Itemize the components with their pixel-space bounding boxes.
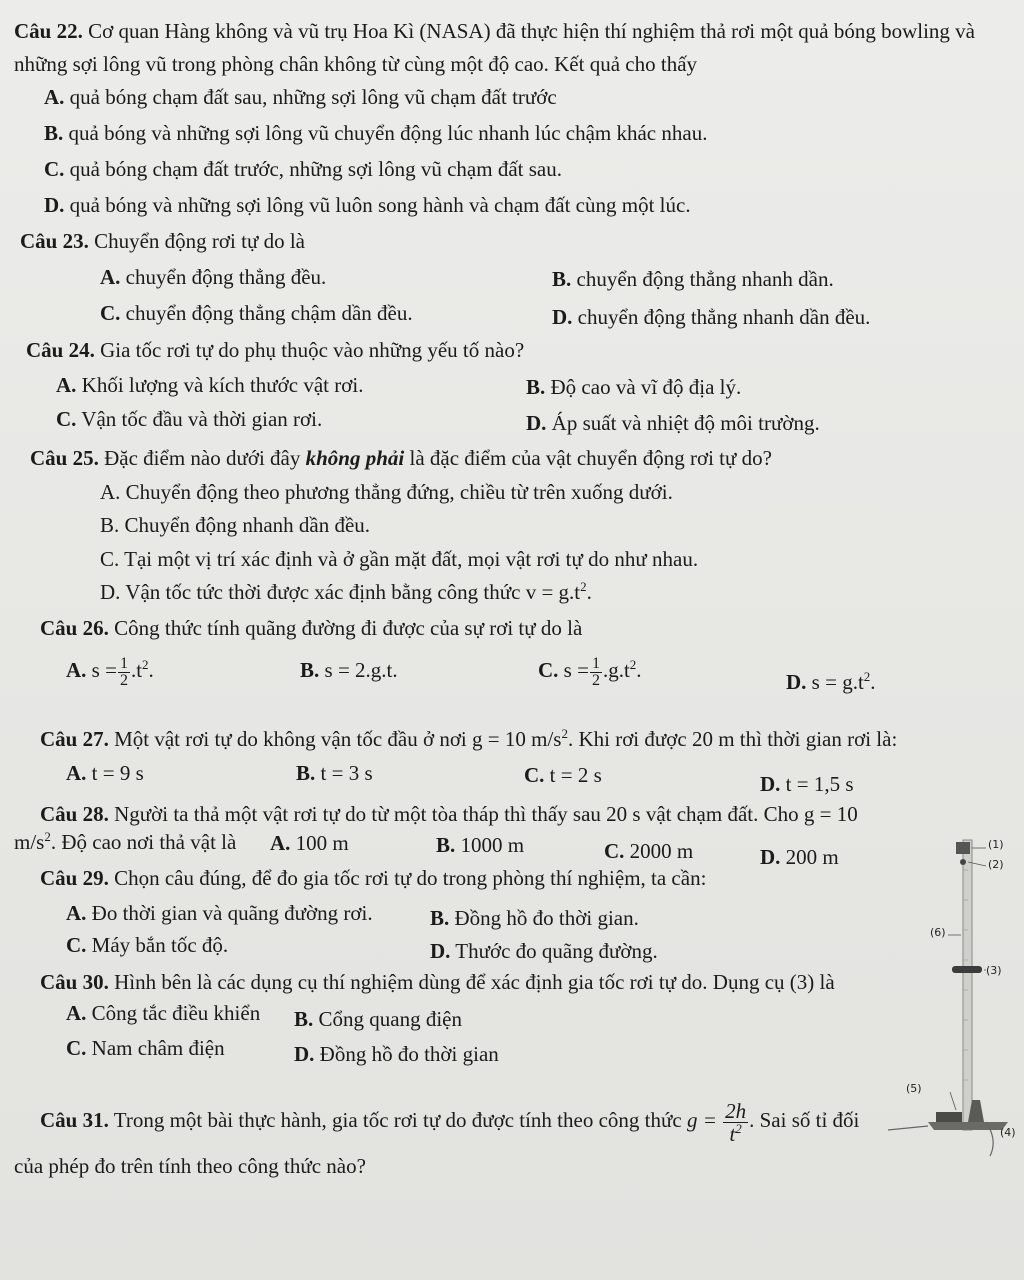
q30-option-d: D. Đồng hồ đo thời gian — [294, 1042, 499, 1066]
q26-question: Câu 26. Công thức tính quãng đường đi được của sự rơi tự do là — [40, 616, 583, 640]
q24-question: Câu 24. Gia tốc rơi tự do phụ thuộc vào những yếu tố nào? — [26, 338, 525, 362]
apparatus-drawing — [868, 830, 1018, 1160]
q23-question: Câu 23. Chuyển động rơi tự do là — [20, 229, 305, 253]
q27-option-d: D. t = 1,5 s — [760, 772, 854, 796]
q25-option-d: D. Vận tốc tức thời được xác định bằng công thức $v = g.t^2$. — [100, 579, 592, 604]
steel-ball — [960, 859, 966, 865]
q31-line2: của phép đo trên tính theo công thức nào? — [14, 1154, 366, 1178]
q29-option-b: B. Đồng hồ đo thời gian. — [430, 906, 639, 930]
fraction-2h-t2: $\frac{2h}{t^2}$ — [725, 1098, 747, 1146]
q24-option-b: B. Độ cao và vĩ độ địa lý. — [526, 375, 742, 399]
base-stand — [928, 1122, 1008, 1130]
q28-option-a: A. 100 m — [270, 831, 349, 855]
q22-line2: những sợi lông vũ trong phòng chân không từ cùng một độ cao. Kết quả cho thấy — [14, 52, 698, 76]
q22-option-b: B. quả bóng và những sợi lông vũ chuyển động lúc nhanh lúc chậm khác nhau. — [44, 121, 708, 145]
q25-option-c: C. Tại một vị trí xác định và ở gần mặt đất, mọi vật rơi tự do như nhau. — [100, 547, 699, 571]
q28-option-b: B. 1000 m — [436, 833, 525, 857]
q31-question: Câu 31. Trong một bài thực hành, gia tốc rơi tự do được tính theo công thức g = $\frac{2h}{t^2}$ . Sai số tỉ đối — [40, 1098, 860, 1146]
q23-option-c: C. chuyển động thẳng chậm dần đều. — [100, 301, 413, 325]
q26-option-d: D. $s = g.t^2$. — [786, 669, 876, 694]
q24-option-d: D. Áp suất và nhiệt độ môi trường. — [526, 411, 820, 435]
q23-option-a: A. chuyển động thẳng đều. — [100, 265, 327, 289]
figure-label-4: (4) — [1000, 1126, 1016, 1139]
q25-question: Câu 25. Đặc điểm nào dưới đây không phải là đặc điểm của vật chuyển động rơi tự do? — [30, 446, 772, 470]
figure-label-2: (2) — [988, 858, 1004, 871]
q23-option-b: B. chuyển động thẳng nhanh dần. — [552, 267, 834, 291]
q25-option-b: B. Chuyển động nhanh dần đều. — [100, 513, 371, 537]
q29-question: Câu 29. Chọn câu đúng, để đo gia tốc rơi tự do trong phòng thí nghiệm, ta cần: — [40, 866, 707, 890]
q26-option-b: B. s = 2.g.t. — [300, 658, 398, 682]
figure-label-6: (6) — [930, 926, 946, 939]
q29-option-c: C. Máy bắn tốc độ. — [66, 933, 229, 957]
figure-label-3: (3) — [986, 964, 1002, 977]
q28-question: Câu 28. Người ta thả một vật rơi tự do từ một tòa tháp thì thấy sau 20 s vật chạm đất. Cho g = 10 — [40, 802, 858, 826]
photogate — [952, 966, 982, 973]
figure-label-5: (5) — [906, 1082, 922, 1095]
q23-option-d: D. chuyển động thẳng nhanh dần đều. — [552, 305, 871, 329]
free-fall-apparatus-figure — [868, 830, 1018, 1160]
q22-text-1: Cơ quan Hàng không và vũ trụ Hoa Kì (NASA) đã thực hiện thí nghiệm thả rơi một quả bóng bowling và — [88, 19, 975, 43]
q22-line1 — [14, 19, 975, 43]
q22-option-c: C. quả bóng chạm đất trước, những sợi lông vũ chạm đất sau. — [44, 157, 562, 181]
q28-option-c: C. 2000 m — [604, 839, 694, 863]
q27-option-b: B. t = 3 s — [296, 761, 373, 785]
q30-option-b: B. Cổng quang điện — [294, 1007, 462, 1031]
switch-box — [936, 1112, 962, 1122]
electromagnet — [956, 842, 970, 854]
fraction-half-c: $\frac{1}{2}$ — [591, 654, 600, 689]
figure-label-1: (1) — [988, 838, 1004, 851]
q27-option-a: A. t = 9 s — [66, 761, 144, 785]
q30-option-c: C. Nam châm điện — [66, 1036, 225, 1060]
q28-line2: $m/s^2$. Độ cao nơi thả vật là — [14, 829, 237, 854]
q30-question: Câu 30. Hình bên là các dụng cụ thí nghiệm dùng để xác định gia tốc rơi tự do. Dụng cụ (3) là — [40, 970, 835, 994]
q25-option-a: A. Chuyển động theo phương thẳng đứng, chiều từ trên xuống dưới. — [100, 480, 673, 504]
ruler-rod — [963, 840, 972, 1130]
q29-option-a: A. Đo thời gian và quãng đường rơi. — [66, 901, 373, 925]
q27-question: Câu 27. Một vật rơi tự do không vận tốc đầu ở nơi g = 10 $m/s^2$. Khi rơi được 20 m thì thời gian rơi là: — [40, 726, 898, 751]
q22-head: Câu 22. — [14, 19, 83, 43]
fraction-half-a: $\frac{1}{2}$ — [119, 654, 128, 689]
q27-option-c: C. t = 2 s — [524, 763, 602, 787]
q28-option-d: D. 200 m — [760, 845, 839, 869]
q24-option-c: C. Vận tốc đầu và thời gian rơi. — [56, 407, 323, 431]
q24-option-a: A. Khối lượng và kích thước vật rơi. — [56, 373, 364, 397]
q22-option-d: D. quả bóng và những sợi lông vũ luôn song hành và chạm đất cùng một lúc. — [44, 193, 691, 217]
q22-option-a: A. quả bóng chạm đất sau, những sợi lông vũ chạm đất trước — [44, 85, 557, 109]
q30-option-a: A. Công tắc điều khiển — [66, 1001, 261, 1025]
q29-option-d: D. Thước đo quãng đường. — [430, 939, 658, 963]
q26-option-a: A. s = $\frac{1}{2}$ $.t^2$. — [66, 654, 154, 689]
q26-option-c: C. s = $\frac{1}{2}$ $.g.t^2$. — [538, 654, 642, 689]
